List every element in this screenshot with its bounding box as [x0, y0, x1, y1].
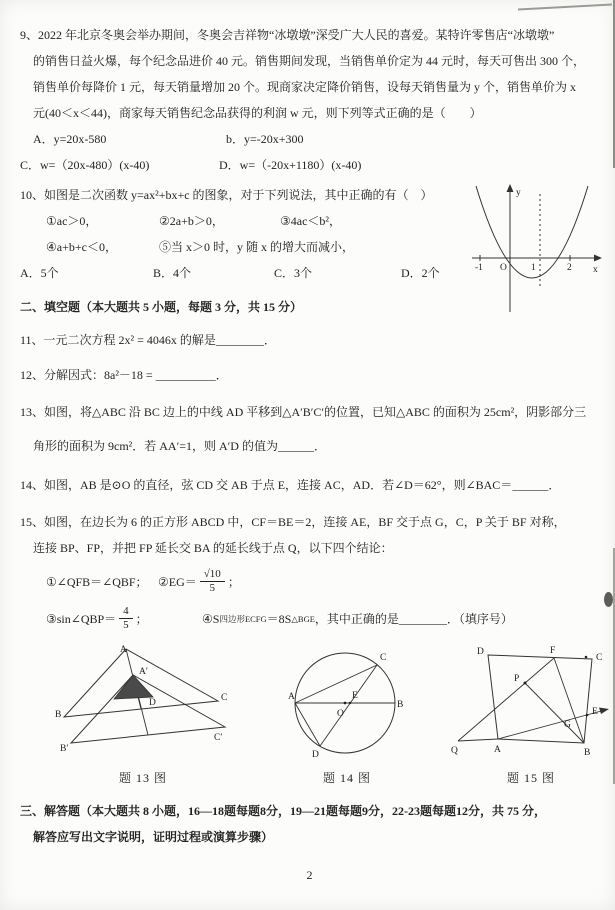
x-axis-arrow-icon	[594, 255, 602, 262]
fig14-label-C: C	[380, 653, 387, 663]
question-15-line-2: 连接 BP、FP，并把 FP 延长交 BA 的延长线于点 Q，以下四个结论：	[33, 541, 393, 555]
q15-conclusion-3-prefix: ③sin∠QBP＝	[46, 611, 117, 626]
fig15-label-D: D	[477, 647, 484, 657]
question-9-line-1: 9、2022 年北京冬奥会举办期间，冬奥会吉祥物“冰墩墩”深受广大人民的喜爱。某特许零售店“冰墩墩”	[20, 28, 555, 42]
q10-statement-4: ④a+b+c＜0，	[46, 240, 117, 254]
question-9-options-row-2	[20, 152, 599, 178]
graph-tick-neg1-label: -1	[475, 263, 483, 273]
question-9	[20, 22, 599, 178]
point-c-dot	[585, 656, 588, 659]
figure-13-caption: 题 13 图	[118, 771, 167, 785]
fig15-label-C: C	[596, 653, 603, 663]
q10-statement-1: ①ac＞0，	[46, 214, 98, 228]
question-9-options-row-1	[20, 126, 599, 152]
question-9-line-2: 的销售日益火爆，每个纪念品进价 40 元。销售期间发现，当销售单价定为 44 元时，每天可售出 300 个，	[33, 54, 586, 68]
fraction-sqrt10-over-5	[200, 568, 225, 594]
graph-tick-2-label: 2	[567, 263, 572, 273]
graph-x-label: x	[593, 265, 598, 275]
figure-14-diagram	[288, 641, 406, 763]
page-number: 2	[306, 868, 313, 882]
question-10-stem: 10、如图是二次函数 y=ax²+bx+c 的图象，对于下列说法，其中正确的有（ ）	[20, 188, 433, 202]
q10-option-c: C．3个	[274, 266, 313, 280]
fig14-label-B: B	[397, 700, 404, 710]
figure-13	[54, 643, 232, 788]
arrowhead-icon	[599, 708, 609, 715]
fig13-label-B-prime: B′	[60, 744, 69, 754]
quadratic-function-graph	[468, 180, 603, 315]
graph-y-label: y	[516, 188, 521, 198]
q10-statement-3: ③4ac＜b²，	[280, 214, 342, 228]
q15-conclusion-4-subscript-1: 四边形ECFG	[219, 613, 267, 624]
fig14-label-D: D	[312, 750, 319, 760]
chord-cd	[320, 665, 377, 746]
question-15	[20, 509, 599, 635]
q15-conclusions-row-2	[20, 602, 599, 635]
q15-conclusion-4	[202, 606, 513, 632]
figure-15-caption: 题 15 图	[506, 771, 555, 785]
fraction-numerator: 4	[119, 605, 133, 619]
section-3-title	[20, 798, 599, 850]
q10-option-b: B．4个	[153, 266, 192, 280]
fraction-numerator: √10	[200, 568, 225, 582]
q15-conclusion-4-text: ④S	[202, 611, 220, 626]
fig13-label-C: C	[221, 693, 228, 703]
fig15-label-G: G	[564, 720, 571, 730]
point-e	[586, 714, 589, 717]
fig14-label-A: A	[288, 692, 295, 702]
point-e	[349, 702, 351, 704]
fraction-denominator: 5	[209, 582, 216, 594]
q15-conclusion-4-text: ＝8S	[266, 611, 292, 626]
question-10	[20, 182, 599, 286]
fraction-denominator: 5	[123, 619, 129, 631]
q15-conclusion-3	[46, 605, 202, 631]
fig13-label-C-prime: C′	[214, 733, 223, 743]
q15-conclusion-4-subscript-2: △BGE	[291, 613, 315, 624]
parabola-figure	[468, 180, 603, 315]
fig14-label-O: O	[337, 709, 344, 719]
q9-option-d: D．w=（-20x+1180）(x-40)	[219, 158, 362, 172]
line-qf	[458, 658, 554, 741]
figure-14-caption: 题 14 图	[322, 771, 371, 785]
question-13-line-1: 13、如图，将△ABC 沿 BC 边上的中线 AD 平移到△A′B′C′的位置，已知△ABC 的面积为 25cm²，阴影部分三	[20, 405, 587, 419]
fig13-label-A-prime: A′	[139, 667, 148, 677]
triangle-abc-translated	[71, 675, 228, 743]
section-2-title: 二、填空题（本大题共 5 小题，每题 3 分，共 15 分）	[20, 300, 303, 314]
q10-option-d: D．2个	[401, 266, 440, 280]
square-abcd	[488, 655, 592, 743]
q10-statement-5: ⑤当 x＞0 时，y 随 x 的增大而减小，	[159, 240, 355, 254]
fig13-label-B: B	[55, 710, 62, 720]
fig15-label-B: B	[584, 748, 591, 758]
question-15-line-1: 15、如图，在边长为 6 的正方形 ABCD 中，CF＝BE＝2，连接 AE，BF 交于点 G，C，P 关于 BF 对称，	[20, 515, 566, 529]
graph-origin-label: O	[500, 263, 507, 273]
question-10-options-row	[20, 260, 459, 286]
y-axis-arrow-icon	[507, 184, 514, 192]
fig15-label-A: A	[494, 745, 501, 755]
q9-option-c: C．w=（20x-480）(x-40)	[20, 158, 150, 172]
figures-row	[20, 641, 603, 788]
question-11: 11、一元二次方程 2x² = 4046x 的解是________．	[20, 333, 276, 347]
shaded-triangle	[114, 675, 153, 699]
section-3-line-2: 解答应写出文字说明，证明过程或演算步骤）	[33, 830, 274, 844]
fig15-label-P: P	[514, 674, 520, 684]
fig13-label-D: D	[149, 698, 156, 708]
graph-tick-1-label: 1	[531, 263, 536, 273]
section-3-line-1: 三、解答题（本大题共 8 小题，16—18题每题8分，19—21题每题9分，22-23题每题12分，共 75 分，	[20, 804, 546, 818]
question-9-line-3: 销售单价每降价 1 元，每天销量增加 20 个。现商家决定降价销售，设每天销售量为 y 个，销售单价为 x	[33, 80, 577, 94]
fraction-4-over-5	[119, 605, 133, 631]
figure-14	[288, 641, 406, 788]
line-ae-extended	[498, 710, 605, 739]
figure-15	[450, 643, 612, 788]
question-13-line-2: 角形的面积为 9cm²．若 AA′=1，则 A′D 的值为______．	[33, 439, 326, 453]
question-10-statements-row-1	[20, 208, 459, 234]
q15-conclusion-4-text: ，其中正确的是________．（填序号）	[314, 611, 513, 626]
question-14: 14、如图，AB 是⊙O 的直径，弦 CD 交 AB 于点 E，连接 AC，AD．若∠D＝62°，则∠BAC＝______．	[20, 478, 561, 492]
question-12: 12、分解因式：8a²－18 = __________．	[20, 368, 228, 382]
question-9-line-4: 元(40＜x＜44)，商家每天销售纪念品获得的利润 w 元，则下列等式正确的是（ ）	[33, 106, 482, 120]
q15-conclusions-row-1	[20, 565, 599, 598]
q15-conclusion-2-prefix: ②EG＝	[158, 574, 197, 589]
fig15-label-F: F	[550, 646, 556, 656]
q9-option-b: b．y=-20x+300	[226, 132, 304, 146]
segment-qa	[458, 739, 498, 741]
scan-artifact-blob	[604, 592, 613, 607]
center-point	[344, 702, 347, 705]
question-13	[20, 399, 599, 459]
fig14-label-E: E	[352, 691, 358, 701]
fig13-label-A: A	[120, 645, 127, 655]
segment-ad	[295, 703, 320, 746]
q9-option-a: A．y=20x-580	[33, 132, 107, 146]
figure-15-diagram	[450, 643, 612, 763]
fig15-label-Q: Q	[451, 746, 458, 756]
fig15-label-E: E	[592, 707, 598, 717]
point-p	[524, 682, 527, 685]
q15-conclusion-2-suffix: ；	[227, 574, 240, 589]
q10-option-a: A．5个	[20, 266, 59, 280]
q15-conclusion-1: ①∠QFB＝∠QBF；	[46, 574, 148, 589]
scan-artifact-line	[518, 4, 612, 10]
figure-13-diagram	[54, 643, 232, 763]
q15-conclusion-3-suffix: ；	[135, 611, 148, 626]
q10-statement-2: ②2a+b＞0，	[159, 214, 224, 228]
question-10-statements-row-2	[20, 234, 459, 260]
segment-bp	[525, 683, 584, 743]
segment-bf	[554, 658, 584, 743]
q15-conclusion-2	[158, 568, 240, 594]
